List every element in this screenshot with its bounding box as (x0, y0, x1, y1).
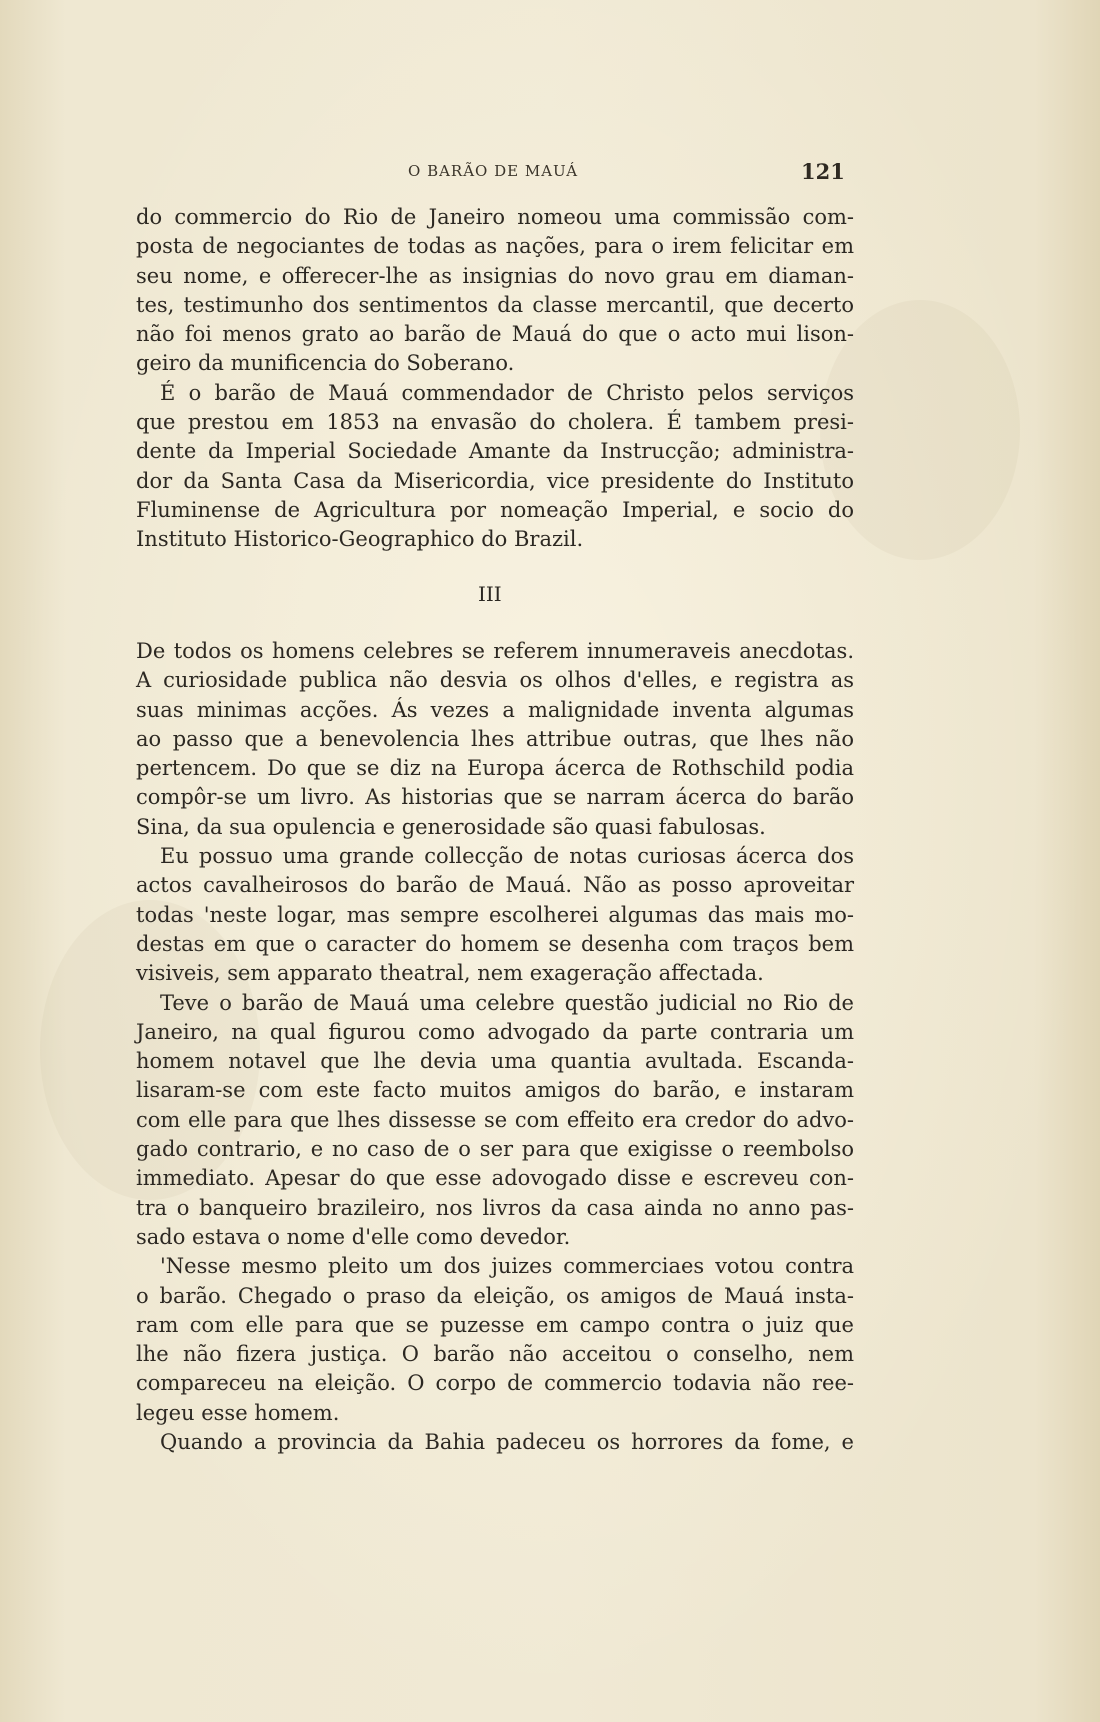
text-line: compôr-se um livro. As historias que se narram ácerca do barão (136, 785, 854, 810)
text-line: gado contrario, e no caso de o ser para que exigisse o reembolso (136, 1137, 854, 1162)
running-head: O BARÃO DE MAUÁ (408, 162, 579, 180)
text-line: ram com elle para que se puzesse em campo contra o juiz que (136, 1312, 854, 1337)
text-line: posta de negociantes de todas as nações, para o irem felicitar em (136, 234, 854, 259)
text-line: seu nome, e offerecer-lhe as insignias do novo grau em diaman- (136, 263, 854, 288)
text-line: tra o banqueiro brazileiro, nos livros da casa ainda no anno pas- (136, 1195, 854, 1220)
text-line: com elle para que lhes dissesse se com effeito era credor do advo- (136, 1107, 854, 1132)
text-line: Instituto Historico-Geographico do Brazil. (136, 527, 584, 552)
page-number: 121 (801, 159, 845, 184)
text-line: que prestou em 1853 na envasão do cholera. É tambem presi- (136, 410, 854, 435)
text-line: ao passo que a benevolencia lhes attribue outras, que lhes não (136, 726, 854, 751)
text-line: 'Nesse mesmo pleito um dos juizes commerciaes votou contra (160, 1254, 854, 1279)
text-line: dor da Santa Casa da Misericordia, vice presidente do Instituto (136, 468, 854, 493)
text-line: lhe não fizera justiça. O barão não acceitou o conselho, nem (136, 1342, 854, 1367)
text-line: pertencem. Do que se diz na Europa ácerca de Rothschild podia (136, 756, 854, 781)
text-line: geiro da munificencia do Soberano. (136, 351, 515, 376)
text-line: tes, testimunho dos sentimentos da classe mercantil, que decerto (136, 292, 854, 317)
text-line: todas 'neste logar, mas sempre escolherei algumas das mais mo- (136, 902, 854, 927)
text-block-second (136, 637, 854, 1457)
text-line: actos cavalheirosos do barão de Mauá. Não as posso aproveitar (136, 873, 854, 898)
text-line: destas em que o caracter do homem se desenha com traços bem (136, 931, 854, 956)
text-line: visiveis, sem apparato theatral, nem exageração affectada. (136, 961, 764, 986)
text-line: lisaram-se com este facto muitos amigos do barão, e instaram (136, 1078, 854, 1103)
text-line: immediato. Apesar do que esse adovogado disse e escreveu con- (136, 1166, 854, 1191)
text-line: De todos os homens celebres se referem innumeraveis anecdotas. (136, 639, 854, 663)
text-line: Janeiro, na qual figurou como advogado da parte contraria um (136, 1019, 854, 1044)
text-line: do commercio do Rio de Janeiro nomeou uma commissão com- (136, 205, 854, 229)
text-line: suas minimas acções. Ás vezes a malignidade inventa algumas (136, 697, 854, 722)
text-line: dente da Imperial Sociedade Amante da Instrucção; administra- (136, 439, 854, 464)
text-line: legeu esse homem. (136, 1400, 340, 1425)
section-heading: III (478, 582, 502, 606)
text-line: A curiosidade publica não desvia os olhos d'elles, e registra as (136, 668, 854, 693)
text-block-first (136, 203, 854, 555)
text-line: Fluminense de Agricultura por nomeação Imperial, e socio do (136, 497, 854, 522)
text-line: Teve o barão de Mauá uma celebre questão judicial no Rio de (160, 990, 854, 1015)
text-line: sado estava o nome d'elle como devedor. (136, 1224, 571, 1249)
text-line: homem notavel que lhe devia uma quantia avultada. Escanda- (136, 1049, 854, 1074)
text-line: Eu possuo uma grande collecção de notas curiosas ácerca dos (160, 844, 854, 869)
text-line: o barão. Chegado o praso da eleição, os amigos de Mauá insta- (136, 1283, 854, 1308)
text-line: É o barão de Mauá commendador de Christo pelos serviços (160, 380, 854, 405)
text-line: Quando a provincia da Bahia padeceu os horrores da fome, e (160, 1430, 854, 1455)
text-line: Sina, da sua opulencia e generosidade são quasi fabulosas. (136, 814, 766, 839)
text-line: compareceu na eleição. O corpo de commercio todavia não ree- (136, 1371, 854, 1396)
text-line: não foi menos grato ao barão de Mauá do que o acto mui lison- (136, 322, 854, 347)
